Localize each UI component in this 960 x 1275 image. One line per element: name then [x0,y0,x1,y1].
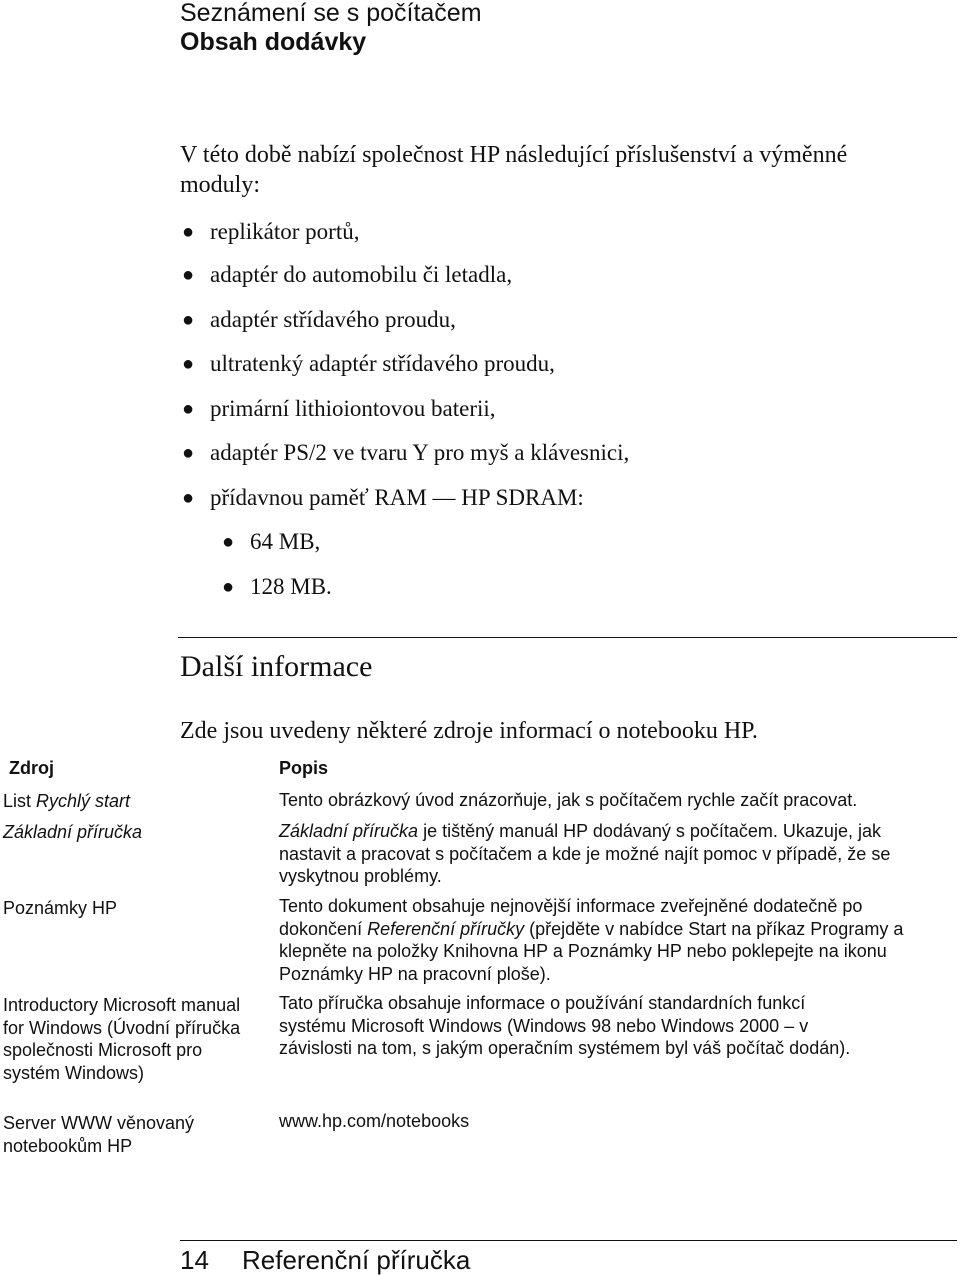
sub-list-item: ● 128 MB. [222,574,332,599]
table-cell-source: List Rychlý start [3,791,131,811]
table-cell-source: Základní příručka [3,822,143,842]
sub-list-item: ● 64 MB, [222,529,321,554]
footer-title: Referenční příručka [242,1245,471,1275]
bullet-icon: ● [182,487,195,509]
page-footer [180,1245,470,1275]
list-item: ● ultratenký adaptér střídavého proudu, [182,351,555,376]
footer-divider [180,1240,957,1241]
table-cell-source: Server WWW věnovaný notebookům HP [3,1113,195,1156]
table-cell-description: Základní příručka je tištěný manuál HP dodávaný s počítačem. Ukazuje, jak nastavit a pracovat s počítačem a kde je možné najít pomoc v případě, že se vyskytnou problémy. [279,821,891,886]
bullet-icon: ● [182,353,195,375]
bullet-icon: ● [182,442,195,464]
bullet-icon: ● [182,309,195,331]
bullet-icon: ● [222,576,235,598]
table-cell-description: Tato příručka obsahuje informace o používání standardních funkcí systému Microsoft Windows (Windows 98 nebo Windows 2000 – v závislosti na tom, s jakým operačním systémem byl váš počítač dodán). [279,993,851,1058]
page-number: 14 [180,1245,209,1275]
bullet-icon: ● [182,221,195,243]
table-cell-source: Poznámky HP [3,898,118,918]
list-item: ● adaptér střídavého proudu, [182,307,456,332]
section-divider [178,637,957,638]
table-cell-description: Tento dokument obsahuje nejnovější informace zveřejněné dodatečně po dokončení Referenční příručky (přejděte v nabídce Start na příkaz Programy a klepněte na položky Knihovna HP a Poznámky HP nebo poklepejte na ikonu Poznámky HP na pracovní ploše). [279,896,904,984]
bullet-icon: ● [222,531,235,553]
table-header-description: Popis [279,758,329,778]
table-header-source: Zdroj [9,758,54,778]
more-info-title: Další informace [180,650,373,683]
table-cell-description: www.hp.com/notebooks [279,1111,470,1131]
table-cell-description: Tento obrázkový úvod znázorňuje, jak s počítačem rychle začít pracovat. [279,790,858,810]
list-item: ● adaptér PS/2 ve tvaru Y pro myš a klávesnici, [182,440,630,465]
list-item: ● adaptér do automobilu či letadla, [182,262,513,287]
bullet-icon: ● [182,264,195,286]
more-info-intro: Zde jsou uvedeny některé zdroje informací o notebooku HP. [180,718,758,744]
table-cell-source: Introductory Microsoft manual for Windows (Úvodní příručka společnosti Microsoft pro systém Windows) [3,995,241,1083]
list-item: ● primární lithioiontovou baterii, [182,396,496,421]
list-item: ● replikátor portů, [182,219,360,244]
section-title: Obsah dodávky [180,28,367,56]
intro-paragraph: V této době nabízí společnost HP následující příslušenství a výměnné moduly: [180,142,848,198]
list-item: ● přídavnou paměť RAM — HP SDRAM: [182,485,584,510]
chapter-title: Seznámení se s počítačem [180,0,482,27]
bullet-icon: ● [182,398,195,420]
